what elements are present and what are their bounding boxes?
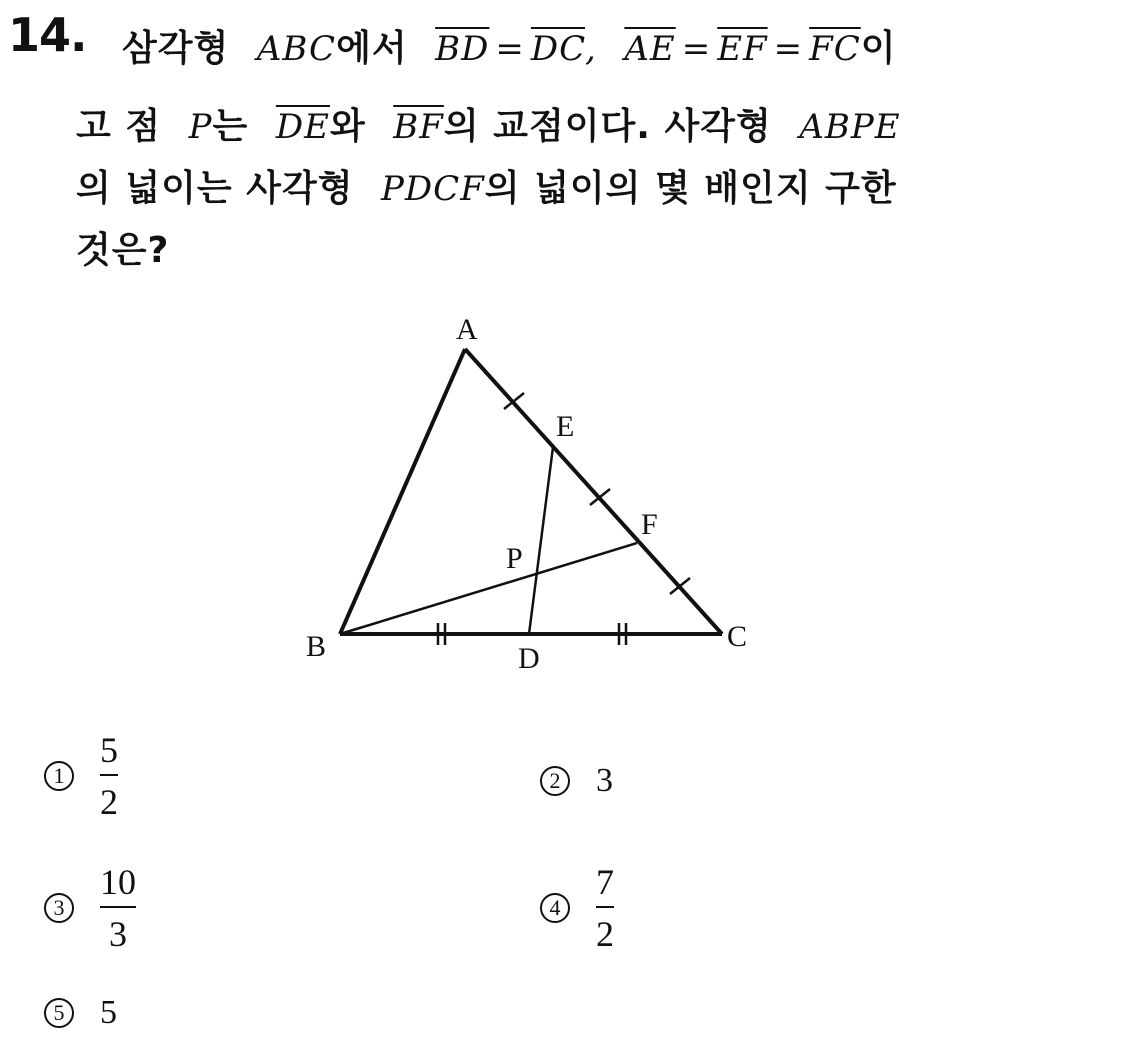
question-number: 14. [8,8,87,62]
triangle-name: ABC [256,29,337,69]
choice-marker: 3 [44,893,74,923]
label-p: P [506,542,523,575]
choice-marker: 5 [44,998,74,1028]
segment-ef: $\overline{EF}$ [717,29,768,69]
text-segment: 의 넓이는 사각형 [76,168,354,209]
segment-bd: $\overline{BD}$ [435,29,490,69]
fraction-bar [596,906,614,908]
text-segment: 고 점 [76,106,162,147]
segment-fc: $\overline{FC}$ [809,29,861,69]
choice-2[interactable] [540,762,613,800]
choice-1[interactable] [44,730,118,822]
equals-sign: = [773,29,804,69]
segment-de-line [529,447,553,634]
label-a: A [456,313,478,346]
quadrilateral-pdcf: PDCF [381,169,485,209]
choice-marker: 2 [540,766,570,796]
segment-de: $\overline{DE}$ [275,107,330,147]
label-f: F [641,508,658,541]
segment-ae: $\overline{AE}$ [624,29,676,69]
choice-marker: 4 [540,893,570,923]
choice-5[interactable] [44,994,117,1032]
choice-4[interactable] [540,862,614,954]
text-segment: 에서 [336,28,408,69]
text-segment: 는 [212,106,249,147]
numerator: 7 [596,862,614,902]
text-segment: 의 넓이의 몇 배인지 구한 [484,168,897,209]
label-b: B [306,630,327,663]
fraction [596,862,614,954]
choice-value: 3 [596,762,613,799]
side-ab [340,349,465,634]
text-segment: 이 [860,28,897,69]
fraction-bar [100,906,136,908]
text-segment: 것은? [76,230,170,271]
text-segment: 의 교점이다. 사각형 [443,106,772,147]
label-d: D [518,642,540,675]
numerator: 10 [100,862,136,902]
choice-value: 5 [100,994,117,1031]
equals-sign: = [681,29,712,69]
text-segment: 와 [329,106,366,147]
fraction [100,862,136,954]
quadrilateral-abpe: ABPE [799,107,901,147]
denominator: 3 [109,914,127,954]
label-c: C [727,620,748,653]
segment-dc: $\overline{DC}$ [530,29,585,69]
numerator: 5 [100,730,118,770]
denominator: 2 [596,914,614,954]
label-e: E [556,410,575,443]
choice-marker: 1 [44,761,74,791]
choice-3[interactable] [44,862,136,954]
point-p: P [188,107,213,147]
segment-bf-line [340,543,637,634]
segment-bf: $\overline{BF}$ [393,107,444,147]
equals-sign: = [495,29,525,69]
fraction [100,730,118,822]
comma: , [584,29,597,69]
fraction-bar [100,774,118,776]
denominator: 2 [100,782,118,822]
side-ac [465,349,722,634]
text-segment: 삼각형 [122,28,230,69]
